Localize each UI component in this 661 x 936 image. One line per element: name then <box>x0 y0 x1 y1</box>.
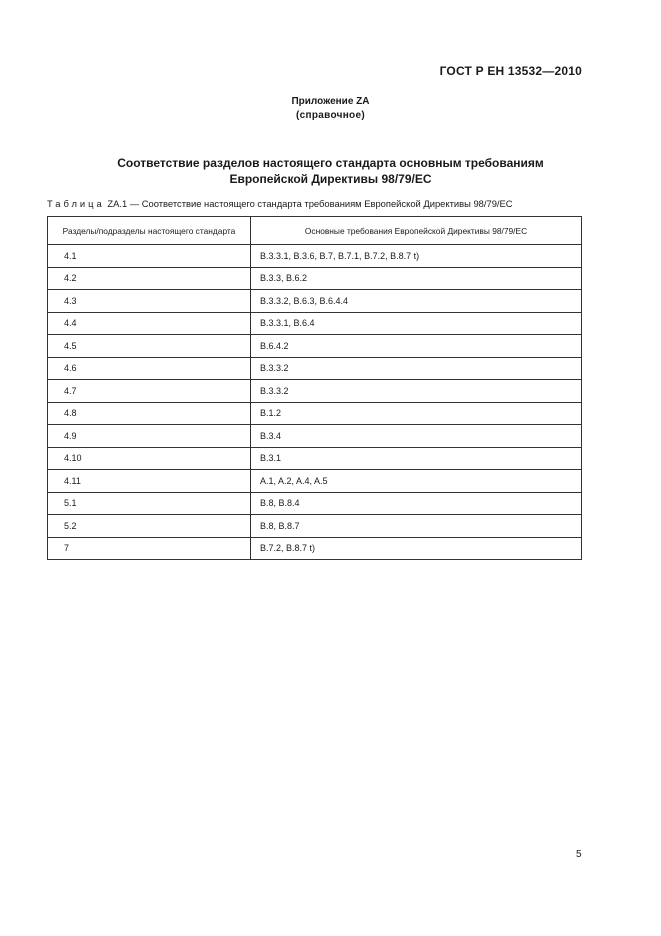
table-row <box>48 335 582 358</box>
table-row <box>48 312 582 335</box>
requirements-cell: B.8, B.8.4 <box>251 492 582 515</box>
table-row <box>48 492 582 515</box>
requirements-cell: B.3.1 <box>251 447 582 470</box>
requirements-cell: B.8, B.8.7 <box>251 515 582 538</box>
section-cell: 4.11 <box>48 470 251 493</box>
section-heading <box>0 155 661 187</box>
requirements-cell: B.1.2 <box>251 402 582 425</box>
requirements-cell: B.3.3.2 <box>251 380 582 403</box>
requirements-cell: B.3.3, B.6.2 <box>251 267 582 290</box>
section-cell: 4.2 <box>48 267 251 290</box>
requirements-cell: B.3.4 <box>251 425 582 448</box>
table-row <box>48 515 582 538</box>
requirements-cell: A.1, A.2, A.4, A.5 <box>251 470 582 493</box>
section-cell: 5.1 <box>48 492 251 515</box>
section-heading-line-2: Европейской Директивы 98/79/ЕС <box>229 172 432 186</box>
requirements-cell: B.3.3.2 <box>251 357 582 380</box>
table-row <box>48 357 582 380</box>
table-caption-prefix: Таблица <box>47 198 105 209</box>
appendix-title: Приложение ZA <box>291 96 370 107</box>
requirements-cell: B.6.4.2 <box>251 335 582 358</box>
table-row <box>48 267 582 290</box>
table-row <box>48 380 582 403</box>
section-cell: 4.6 <box>48 357 251 380</box>
table-body <box>48 245 582 560</box>
table-row <box>48 470 582 493</box>
section-cell: 5.2 <box>48 515 251 538</box>
requirements-cell: B.3.3.1, B.3.6, B.7, B.7.1, B.7.2, B.8.7 t) <box>251 245 582 268</box>
requirements-table <box>47 216 582 560</box>
section-cell: 4.1 <box>48 245 251 268</box>
table-caption-text: ZA.1 — Соответствие настоящего стандарта требованиям Европейской Директивы 98/79/ЕС <box>107 198 513 209</box>
section-cell: 4.3 <box>48 290 251 313</box>
requirements-cell: B.3.3.1, B.6.4 <box>251 312 582 335</box>
section-cell: 4.5 <box>48 335 251 358</box>
table-row <box>48 537 582 560</box>
section-cell: 4.9 <box>48 425 251 448</box>
table-row <box>48 447 582 470</box>
requirements-cell: B.3.3.2, B.6.3, B.6.4.4 <box>251 290 582 313</box>
table-caption <box>47 198 513 209</box>
appendix-type: (справочное) <box>296 110 365 121</box>
table-row <box>48 425 582 448</box>
section-cell: 4.7 <box>48 380 251 403</box>
section-cell: 4.10 <box>48 447 251 470</box>
section-cell: 4.4 <box>48 312 251 335</box>
requirements-cell: B.7.2, B.8.7 t) <box>251 537 582 560</box>
table-row <box>48 245 582 268</box>
section-cell: 7 <box>48 537 251 560</box>
section-cell: 4.8 <box>48 402 251 425</box>
table-row <box>48 402 582 425</box>
table-row <box>48 290 582 313</box>
page-number: 5 <box>576 849 582 860</box>
table-header-row <box>48 217 582 245</box>
column-header-requirements: Основные требования Европейской Директивы 98/79/ЕС <box>251 217 582 245</box>
section-heading-line-1: Соответствие разделов настоящего стандарта основным требованиям <box>117 156 544 170</box>
appendix-block <box>0 95 661 123</box>
column-header-sections: Разделы/подразделы настоящего стандарта <box>48 217 251 245</box>
document-code: ГОСТ Р ЕН 13532—2010 <box>439 64 582 78</box>
